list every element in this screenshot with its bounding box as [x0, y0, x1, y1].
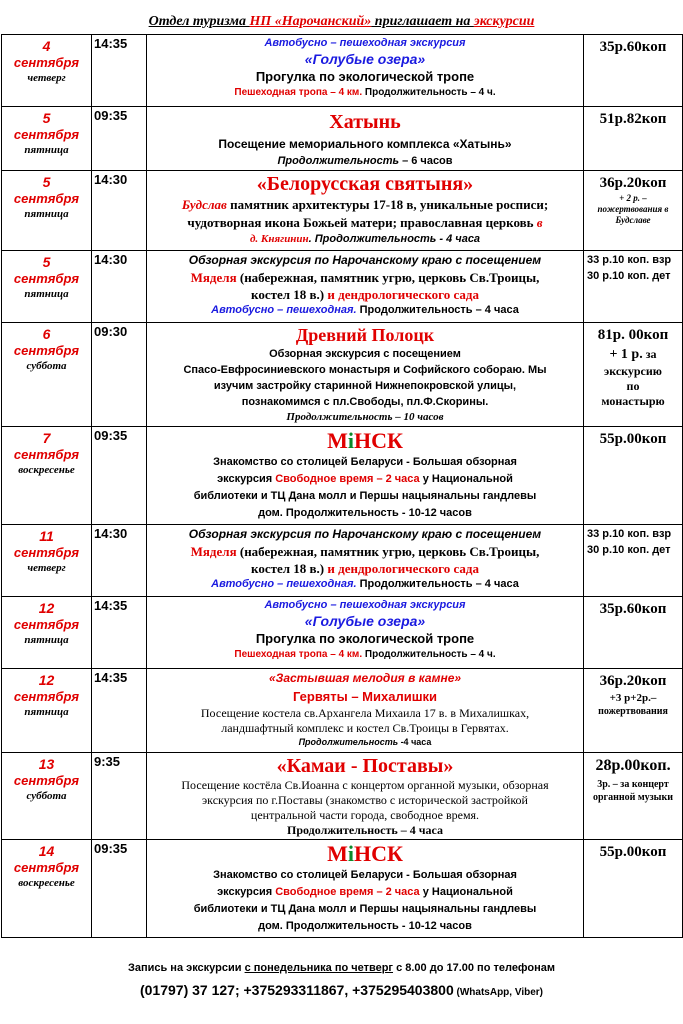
price-cell: [584, 753, 683, 840]
weekday: пятница: [24, 144, 69, 156]
description-cell: [147, 251, 584, 323]
table-row: [2, 669, 683, 753]
price-extra: +3 р+2р.–: [609, 692, 657, 704]
table-row: [2, 427, 683, 525]
excursion-text-3: библиотеки и ТЦ Дана молл и Першы нацыянальны гандлевы: [193, 903, 537, 915]
date-cell: [2, 597, 92, 669]
date-cell: [2, 525, 92, 597]
header-org: НП «Нарочанский»: [249, 14, 372, 29]
place-myadel: Мяделя: [190, 270, 237, 285]
excursion-title: «Застывшая мелодия в камне»: [268, 671, 462, 685]
price-cell: [584, 597, 683, 669]
duration-note: Продолжительность – 4 ч.: [362, 87, 496, 98]
excursion-text-4: познакомимся с пл.Свободы, пл.Ф.Скорины.: [241, 396, 489, 408]
price: 55р.00коп: [599, 431, 667, 447]
excursion-text-2c: у Национальной: [419, 886, 513, 898]
excursion-name: «Камаи - Поставы»: [276, 755, 454, 777]
excursion-text-2: (набережная, памятник угрю, церковь Св.Троицы,: [236, 270, 540, 285]
month-name: сентября: [13, 545, 80, 560]
excursion-name-b: i: [347, 841, 354, 866]
price-cell: [584, 251, 683, 323]
excursion-text-2: экскурсия по г.Поставы (знакомство с исторической застройкой: [202, 793, 528, 807]
excursion-text-3: библиотеки и ТЦ Дана молл и Першы нацыянальны гандлевы: [193, 490, 537, 502]
month-name: сентября: [13, 689, 80, 704]
table-row: [2, 251, 683, 323]
price-note: + 2 р. – пожертвования в Будславе: [597, 193, 669, 225]
weekday: воскресенье: [18, 877, 75, 889]
messenger-apps: (WhatsApp, Viber): [453, 987, 543, 998]
excursion-text-2: чудотворная икона Божьей матери; православная церковь: [187, 215, 537, 230]
price-cell: [584, 427, 683, 525]
price-cell: [584, 525, 683, 597]
excursion-type: Автобусно – пешеходная экскурсия: [264, 37, 466, 49]
day-number: 5: [42, 254, 51, 270]
weekday: четверг: [27, 562, 66, 574]
excursion-text-1: Посещение костела св.Архангела Михаила 17 в. в Михалишках,: [200, 706, 530, 720]
excursion-name: «Белорусская святыня»: [256, 173, 474, 195]
weekday: пятница: [24, 208, 69, 220]
date-cell: [2, 840, 92, 938]
excursion-text-4a: дом.: [258, 920, 283, 932]
price-extra-4: по: [626, 379, 640, 393]
place-in: в: [536, 215, 543, 230]
excursion-subtitle: Гервяты – Михалишки: [292, 689, 438, 704]
excursion-text-4a: дом.: [258, 507, 283, 519]
date-cell: [2, 171, 92, 251]
price-child: 30 р.10 коп. дет: [587, 544, 671, 556]
trail-note: Пешеходная тропа – 4 км.: [234, 649, 363, 660]
place-myadel: Мяделя: [190, 544, 237, 559]
price: 55р.00коп: [599, 844, 667, 860]
excursion-type: Автобусно – пешеходная.: [211, 578, 357, 590]
excursion-schedule-table: [1, 34, 683, 938]
date-cell: [2, 427, 92, 525]
header-text-3: экскурсии: [473, 14, 535, 29]
excursion-text-1: Обзорная экскурсия с посещением: [269, 348, 461, 360]
description-cell: [147, 171, 584, 251]
excursion-desc: Прогулка по экологической тропе: [255, 69, 475, 84]
table-row: [2, 171, 683, 251]
price-extra: 3р. – за концерт: [597, 779, 669, 790]
excursion-text-2c: у Национальной: [419, 473, 513, 485]
weekday: суббота: [26, 790, 67, 802]
price-extra-3: экскурсию: [604, 364, 662, 378]
contact-phones: [0, 982, 683, 998]
description-cell: [147, 323, 584, 427]
dendro-garden: и дендрологического сада: [327, 561, 479, 576]
header-text-1: Отдел туризма: [148, 14, 250, 29]
description-cell: [147, 597, 584, 669]
day-number: 7: [42, 430, 51, 446]
date-cell: [2, 251, 92, 323]
excursion-text-2: Спасо-Евфросиниевского монастыря и Софийского собораю. Мы: [183, 364, 547, 376]
place-kniaginin: д. Княгинин: [249, 233, 309, 245]
price: 51р.82коп: [599, 111, 667, 127]
table-row: [2, 840, 683, 938]
table-row: [2, 107, 683, 171]
time-cell: 09:30: [92, 323, 147, 427]
duration-label: Продолжительность: [298, 737, 399, 747]
duration-value: -4 часа: [398, 737, 432, 747]
excursion-text-2: ландшафтный комплекс и костел Св.Троицы в Гервятах.: [221, 721, 509, 735]
time-cell: 14:30: [92, 525, 147, 597]
excursion-text-1: памятник архитектуры 17-18 в, уникальные росписи;: [226, 197, 549, 212]
excursion-text-2: (набережная, памятник угрю, церковь Св.Троицы,: [236, 544, 540, 559]
excursion-text-1: Знакомство со столицей Беларуси - Большая обзорная: [213, 456, 517, 468]
description-cell: [147, 427, 584, 525]
month-name: сентября: [13, 55, 80, 70]
date-cell: [2, 669, 92, 753]
excursion-name-b: i: [347, 428, 354, 453]
month-name: сентября: [13, 191, 80, 206]
duration-note: Продолжительность – 10 часов: [286, 411, 444, 423]
day-number: 14: [38, 843, 55, 859]
day-number: 5: [42, 110, 51, 126]
excursion-text-3: костел 18 в.): [251, 561, 328, 576]
table-row: [2, 597, 683, 669]
day-number: 4: [42, 38, 51, 54]
time-cell: 09:35: [92, 107, 147, 171]
excursion-name-a: М: [327, 428, 348, 453]
excursion-name: «Голубые озера»: [304, 613, 426, 629]
time-cell: 14:35: [92, 597, 147, 669]
description-cell: [147, 669, 584, 753]
table-row: [2, 35, 683, 107]
month-name: сентября: [13, 860, 80, 875]
time-cell: 09:35: [92, 840, 147, 938]
excursion-name: [149, 428, 581, 454]
day-number: 12: [38, 600, 55, 616]
duration-note: . Продолжительность - 4 часа: [308, 233, 481, 245]
price-adult: 33 р.10 коп. взр: [587, 528, 672, 540]
excursion-desc: Посещение мемориального комплекса «Хатынь»: [218, 137, 512, 151]
price-cell: [584, 840, 683, 938]
day-number: 6: [42, 326, 51, 342]
description-cell: [147, 525, 584, 597]
table-row: [2, 525, 683, 597]
excursion-text-3: костел 18 в.): [251, 287, 328, 302]
excursion-text-2a: экскурсия: [217, 473, 276, 485]
dendro-garden: и дендрологического сада: [327, 287, 479, 302]
excursion-name: Хатынь: [329, 111, 401, 133]
duration-label: Продолжительность: [277, 155, 400, 167]
date-cell: [2, 35, 92, 107]
price-cell: [584, 171, 683, 251]
date-cell: [2, 323, 92, 427]
excursion-name: [149, 841, 581, 867]
month-name: сентября: [13, 127, 80, 142]
excursion-type: Автобусно – пешеходная экскурсия: [264, 599, 466, 611]
excursion-text-2a: экскурсия: [217, 886, 276, 898]
description-cell: [147, 840, 584, 938]
excursion-type: Автобусно – пешеходная.: [211, 304, 357, 316]
duration-note: Продолжительность – 4 ч.: [362, 649, 496, 660]
weekday: пятница: [24, 288, 69, 300]
price: 35р.60коп: [599, 601, 667, 617]
excursion-name-a: М: [327, 841, 348, 866]
price: 81р. 00коп: [597, 327, 669, 343]
page-header: [0, 14, 683, 34]
booking-days: с понедельника по четверг: [244, 962, 394, 974]
time-cell: 09:35: [92, 427, 147, 525]
price-cell: [584, 35, 683, 107]
duration-note: Продолжительность – 4 часа: [356, 304, 519, 316]
description-cell: [147, 753, 584, 840]
excursion-name: Древний Полоцк: [295, 325, 435, 345]
duration-note: Продолжительность – 4 часа: [287, 823, 443, 837]
price-extra: + 1 р.: [609, 347, 643, 362]
price-child: 30 р.10 коп. дет: [587, 270, 671, 282]
excursion-text-3: изучим застройку старинной Нижнепокровской улицы,: [213, 380, 517, 392]
price-cell: [584, 669, 683, 753]
day-number: 5: [42, 174, 51, 190]
weekday: пятница: [24, 706, 69, 718]
date-cell: [2, 107, 92, 171]
weekday: суббота: [26, 360, 67, 372]
booking-info: [0, 962, 683, 974]
duration-value: – 6 часов: [399, 155, 453, 167]
weekday: пятница: [24, 634, 69, 646]
price: 28р.00коп.: [595, 757, 671, 774]
weekday: воскресенье: [18, 464, 75, 476]
duration-note: Продолжительность - 10-12 часов: [282, 920, 472, 932]
month-name: сентября: [13, 617, 80, 632]
day-number: 12: [38, 672, 55, 688]
duration-note: Продолжительность - 10-12 часов: [282, 507, 472, 519]
excursion-text-1: Обзорная экскурсия по Нарочанскому краю с посещением: [188, 253, 542, 267]
month-name: сентября: [13, 447, 80, 462]
time-cell: 14:30: [92, 171, 147, 251]
day-number: 13: [38, 756, 55, 772]
price-adult: 33 р.10 коп. взр: [587, 254, 672, 266]
excursion-text-3: центральной части города, свободное время.: [250, 808, 480, 822]
time-cell: 14:35: [92, 35, 147, 107]
excursion-name-c: НСК: [353, 841, 403, 866]
month-name: сентября: [13, 343, 80, 358]
price-extra-2: за: [642, 347, 657, 361]
price-extra-5: монастырю: [601, 394, 665, 408]
price-extra-2: органной музыки: [592, 792, 674, 803]
price: 36р.20коп: [599, 673, 667, 689]
weekday: четверг: [27, 72, 66, 84]
price: 36р.20коп: [599, 175, 667, 191]
price-extra-2: пожертвования: [598, 706, 668, 717]
table-row: [2, 753, 683, 840]
month-name: сентября: [13, 271, 80, 286]
booking-text-1: Запись на экскурсии: [127, 962, 245, 974]
table-row: [2, 323, 683, 427]
free-time: Свободное время – 2 часа: [275, 886, 420, 898]
price-cell: [584, 323, 683, 427]
excursion-text-1: Знакомство со столицей Беларуси - Большая обзорная: [213, 869, 517, 881]
day-number: 11: [39, 528, 54, 544]
excursion-name: «Голубые озера»: [304, 51, 426, 67]
time-cell: 14:30: [92, 251, 147, 323]
description-cell: [147, 107, 584, 171]
time-cell: 14:35: [92, 669, 147, 753]
duration-note: Продолжительность – 4 часа: [356, 578, 519, 590]
time-cell: 9:35: [92, 753, 147, 840]
booking-text-2: с 8.00 до 17.00 по телефонам: [393, 962, 556, 974]
date-cell: [2, 753, 92, 840]
price-cell: [584, 107, 683, 171]
excursion-text-1: Посещение костёла Св.Иоанна с концертом органной музыки, обзорная: [181, 778, 549, 792]
excursion-text-1: Обзорная экскурсия по Нарочанскому краю с посещением: [188, 527, 542, 541]
excursion-name-c: НСК: [353, 428, 403, 453]
month-name: сентября: [13, 773, 80, 788]
description-cell: [147, 35, 584, 107]
trail-note: Пешеходная тропа – 4 км.: [234, 87, 363, 98]
excursion-desc: Прогулка по экологической тропе: [255, 631, 475, 646]
phone-numbers: (01797) 37 127; +375293311867, +375295403800: [139, 982, 454, 998]
price: 35р.60коп: [599, 39, 667, 55]
free-time: Свободное время – 2 часа: [275, 473, 420, 485]
header-text-2: приглашает на: [371, 14, 474, 29]
place-budslav: Будслав: [181, 197, 227, 212]
